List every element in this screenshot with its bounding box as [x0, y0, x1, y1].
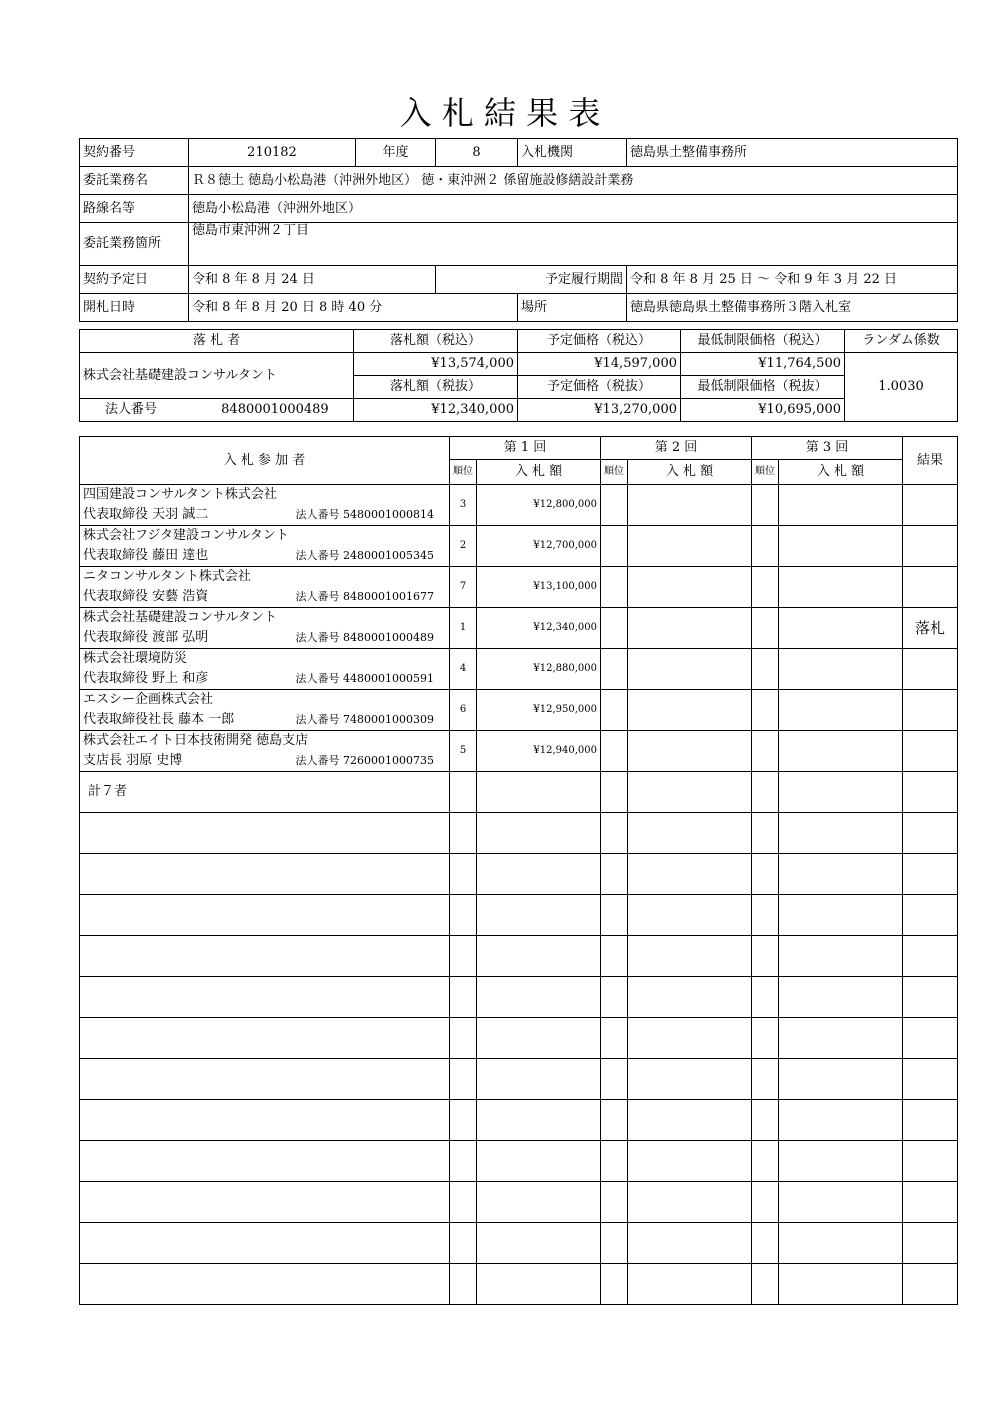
- empty-cell: [477, 1264, 601, 1305]
- round1-amount: ¥13,100,000: [477, 567, 601, 608]
- empty-cell: [477, 1223, 601, 1264]
- empty-cell: [477, 1059, 601, 1100]
- corp-no-label: 法人番号: [295, 590, 340, 603]
- min-excl-header: 最低制限価格（税抜）: [681, 376, 845, 399]
- amount-header: 入 札 額: [779, 460, 903, 485]
- round3-amount: [779, 526, 903, 567]
- empty-cell: [80, 1100, 450, 1141]
- contract-info-table: [79, 138, 958, 322]
- corp-no-label: 法人番号: [295, 754, 340, 767]
- agency: 徳島県土整備事務所: [627, 139, 958, 167]
- round2-rank: [601, 526, 628, 567]
- min-incl-header: 最低制限価格（税込）: [681, 330, 845, 353]
- winner-header: 落 札 者: [80, 330, 354, 353]
- participant-corp-no: 8480001000489: [343, 631, 434, 644]
- empty-cell: [601, 813, 628, 854]
- empty-cell: [477, 1100, 601, 1141]
- opening: 令和 8 年 8 月 20 日 8 時 40 分: [189, 294, 518, 322]
- location-label: 委託業務箇所: [80, 223, 189, 266]
- empty-cell: [450, 1059, 477, 1100]
- round1-rank: 2: [450, 526, 477, 567]
- result-cell: [903, 649, 958, 690]
- table-row: [80, 485, 958, 526]
- empty-cell: [628, 936, 752, 977]
- empty-cell: [903, 936, 958, 977]
- task-name: Ｒ８徳土 徳島小松島港（沖洲外地区） 徳・東沖洲２ 係留施設修繕設計業務: [189, 167, 958, 195]
- participant-corp: [296, 710, 434, 730]
- empty-cell: [477, 895, 601, 936]
- empty-cell: [80, 854, 450, 895]
- round2-amount: [628, 567, 752, 608]
- participant-corp-no: 8480001001677: [343, 590, 434, 603]
- empty-cell: [903, 1059, 958, 1100]
- empty-cell: [80, 1141, 450, 1182]
- rank-header: 順位: [752, 460, 779, 485]
- empty-cell: [628, 1223, 752, 1264]
- amount-incl-header: 落札額（税込）: [354, 330, 518, 353]
- empty-cell: [779, 1059, 903, 1100]
- result-cell: [903, 567, 958, 608]
- empty-cell: [450, 1100, 477, 1141]
- participant-rep: 支店長 羽原 史博: [83, 753, 183, 768]
- empty-cell: [903, 1141, 958, 1182]
- empty-cell: [601, 1059, 628, 1100]
- empty-cell: [601, 1264, 628, 1305]
- rank-header: 順位: [601, 460, 628, 485]
- result-cell: 落札: [903, 608, 958, 649]
- round1-header: 第 1 回: [450, 437, 601, 460]
- participant-cell: [80, 731, 450, 772]
- round3-amount: [779, 608, 903, 649]
- participant-company: 株式会社フジタ建設コンサルタント: [83, 528, 289, 543]
- participant-rep-row: [83, 751, 446, 771]
- participant-cell: [80, 608, 450, 649]
- empty-row: [80, 1018, 958, 1059]
- empty-cell: [477, 936, 601, 977]
- empty-row: [80, 1264, 958, 1305]
- empty-row: [80, 1141, 958, 1182]
- empty-cell: [477, 813, 601, 854]
- total-count: 計７者: [80, 772, 450, 813]
- participant-cell: [80, 485, 450, 526]
- participant-rep: 代表取締役 安藝 浩資: [83, 589, 209, 604]
- participants-header: 入 札 参 加 者: [80, 437, 450, 485]
- empty-cell: [903, 1264, 958, 1305]
- round2-header: 第 2 回: [601, 437, 752, 460]
- empty-row: [80, 977, 958, 1018]
- participant-rep: 代表取締役社長 藤本 一郎: [83, 712, 235, 727]
- empty-cell: [779, 936, 903, 977]
- empty-cell: [80, 936, 450, 977]
- place: 徳島県徳島県土整備事務所３階入札室: [627, 294, 958, 322]
- table-row: [80, 608, 958, 649]
- empty-cell: [779, 1223, 903, 1264]
- empty-cell: [601, 1018, 628, 1059]
- participant-company: 株式会社環境防災: [83, 651, 188, 666]
- participant-rep-row: [83, 628, 446, 648]
- empty-cell: [450, 1264, 477, 1305]
- empty-cell: [903, 854, 958, 895]
- round2-rank: [601, 608, 628, 649]
- participant-company: 四国建設コンサルタント株式会社: [83, 487, 277, 502]
- round2-amount: [628, 526, 752, 567]
- empty-cell: [628, 895, 752, 936]
- round1-amount: ¥12,950,000: [477, 690, 601, 731]
- participant-rep-row: [83, 669, 446, 689]
- result-cell: [903, 731, 958, 772]
- result-cell: [903, 526, 958, 567]
- amount-excl-header: 落札額（税抜）: [354, 376, 518, 399]
- empty-cell: [450, 895, 477, 936]
- result-cell: [903, 485, 958, 526]
- empty-cell: [450, 1182, 477, 1223]
- place-label: 場所: [518, 294, 627, 322]
- empty-cell: [779, 854, 903, 895]
- empty-cell: [903, 1100, 958, 1141]
- round1-rank: 5: [450, 731, 477, 772]
- round3-amount: [779, 731, 903, 772]
- empty-cell: [779, 977, 903, 1018]
- round3-rank: [752, 731, 779, 772]
- round1-rank: 1: [450, 608, 477, 649]
- empty-row: [80, 1100, 958, 1141]
- participant-rep-row: [83, 546, 446, 566]
- participant-corp-no: 5480001000814: [343, 508, 434, 521]
- round2-rank: [601, 649, 628, 690]
- empty-cell: [450, 1223, 477, 1264]
- empty-row: [80, 936, 958, 977]
- table-row: [80, 690, 958, 731]
- round1-amount: ¥12,880,000: [477, 649, 601, 690]
- empty-cell: [80, 1182, 450, 1223]
- empty-cell: [903, 1182, 958, 1223]
- planned-incl: ¥14,597,000: [518, 353, 681, 376]
- empty-cell: [752, 813, 779, 854]
- round3-rank: [752, 526, 779, 567]
- empty-cell: [601, 1182, 628, 1223]
- year: 8: [436, 139, 518, 167]
- empty-row: [80, 895, 958, 936]
- round2-rank: [601, 485, 628, 526]
- empty-cell: [80, 1059, 450, 1100]
- bid-rows: [80, 485, 958, 1305]
- empty-cell: [628, 1264, 752, 1305]
- empty-cell: [628, 1059, 752, 1100]
- empty-cell: [779, 1264, 903, 1305]
- participant-corp: [296, 505, 434, 525]
- empty-cell: [628, 1018, 752, 1059]
- opening-label: 開札日時: [80, 294, 189, 322]
- contract-no: 210182: [189, 139, 356, 167]
- participant-company: 株式会社エイト日本技術開発 徳島支店: [83, 733, 309, 748]
- empty-row: [80, 813, 958, 854]
- empty-cell: [477, 854, 601, 895]
- year-label: 年度: [356, 139, 436, 167]
- round3-header: 第 3 回: [752, 437, 903, 460]
- empty-cell: [779, 813, 903, 854]
- empty-cell: [601, 1141, 628, 1182]
- empty-cell: [752, 1059, 779, 1100]
- round2-amount: [628, 608, 752, 649]
- round2-rank: [601, 567, 628, 608]
- amount-incl: ¥13,574,000: [354, 353, 518, 376]
- empty-cell: [752, 1018, 779, 1059]
- winner-name: 株式会社基礎建設コンサルタント: [80, 353, 354, 399]
- empty-row: [80, 1182, 958, 1223]
- empty-cell: [752, 1100, 779, 1141]
- empty-cell: [450, 1141, 477, 1182]
- period-label: 予定履行期間: [436, 266, 627, 294]
- contract-no-label: 契約番号: [80, 139, 189, 167]
- empty-cell: [477, 1182, 601, 1223]
- participant-cell: [80, 690, 450, 731]
- contract-date: 令和 8 年 8 月 24 日: [189, 266, 436, 294]
- participant-cell: [80, 649, 450, 690]
- round1-rank: 6: [450, 690, 477, 731]
- result-cell: [903, 690, 958, 731]
- participant-rep-row: [83, 505, 446, 525]
- participant-corp: [296, 751, 434, 771]
- empty-cell: [477, 1018, 601, 1059]
- contract-date-label: 契約予定日: [80, 266, 189, 294]
- round1-amount: ¥12,340,000: [477, 608, 601, 649]
- min-excl: ¥10,695,000: [681, 399, 845, 422]
- min-incl: ¥11,764,500: [681, 353, 845, 376]
- empty-cell: [80, 813, 450, 854]
- round3-rank: [752, 485, 779, 526]
- empty-cell: [752, 1264, 779, 1305]
- corp-no-label: 法人番号: [295, 631, 340, 644]
- empty-cell: [779, 1018, 903, 1059]
- participant-corp-no: 7480001000309: [343, 713, 434, 726]
- winner-corp-no: 8480001000489: [221, 402, 329, 418]
- random-coefficient: 1.0030: [845, 353, 958, 422]
- empty-cell: [601, 977, 628, 1018]
- amount-header: 入 札 額: [628, 460, 752, 485]
- participant-corp-no: 2480001005345: [343, 549, 434, 562]
- page-title: 入 札 結 果 表: [399, 94, 601, 132]
- planned-incl-header: 予定価格（税込）: [518, 330, 681, 353]
- empty-cell: [80, 1018, 450, 1059]
- bids-table: [79, 436, 958, 1305]
- table-row: [80, 731, 958, 772]
- table-row: [80, 526, 958, 567]
- participant-corp-no: 7260001000735: [343, 754, 434, 767]
- empty-cell: [752, 936, 779, 977]
- round3-amount: [779, 567, 903, 608]
- period: 令和 8 年 8 月 25 日 ～ 令和 9 年 3 月 22 日: [627, 266, 958, 294]
- empty-cell: [450, 813, 477, 854]
- participant-rep: 代表取締役 野上 和彦: [83, 671, 209, 686]
- amount-excl: ¥12,340,000: [354, 399, 518, 422]
- empty-cell: [628, 813, 752, 854]
- round3-amount: [779, 690, 903, 731]
- award-table: [79, 329, 958, 422]
- empty-cell: [752, 1223, 779, 1264]
- round1-amount: ¥12,940,000: [477, 731, 601, 772]
- corp-no-label: 法人番号: [295, 672, 340, 685]
- empty-cell: [779, 1100, 903, 1141]
- corp-no-label: 法人番号: [295, 508, 340, 521]
- empty-cell: [628, 854, 752, 895]
- participant-company: エスシー企画株式会社: [83, 692, 214, 707]
- empty-cell: [779, 1141, 903, 1182]
- table-row: [80, 567, 958, 608]
- participant-corp: [296, 546, 434, 566]
- empty-cell: [601, 895, 628, 936]
- round3-rank: [752, 649, 779, 690]
- empty-cell: [752, 854, 779, 895]
- agency-label: 入札機関: [518, 139, 627, 167]
- empty-cell: [752, 1182, 779, 1223]
- empty-cell: [601, 1100, 628, 1141]
- participant-corp: [296, 669, 434, 689]
- location: 徳島市東沖洲２丁目: [189, 223, 958, 266]
- empty-cell: [752, 1141, 779, 1182]
- participant-company: ニタコンサルタント株式会社: [83, 569, 251, 584]
- round1-rank: 7: [450, 567, 477, 608]
- participant-rep: 代表取締役 天羽 誠二: [83, 507, 209, 522]
- result-header: 結果: [903, 437, 958, 485]
- route: 徳島小松島港（沖洲外地区）: [189, 195, 958, 223]
- participant-corp: [296, 587, 434, 607]
- planned-excl: ¥13,270,000: [518, 399, 681, 422]
- round1-amount: ¥12,700,000: [477, 526, 601, 567]
- random-header: ランダム係数: [845, 330, 958, 353]
- corp-no-label: 法人番号: [105, 402, 158, 418]
- round3-amount: [779, 485, 903, 526]
- round2-rank: [601, 690, 628, 731]
- empty-cell: [450, 977, 477, 1018]
- participant-rep-row: [83, 710, 446, 730]
- participant-corp: [296, 628, 434, 648]
- empty-cell: [80, 1223, 450, 1264]
- participant-rep-row: [83, 587, 446, 607]
- empty-cell: [903, 813, 958, 854]
- empty-cell: [477, 1141, 601, 1182]
- empty-cell: [903, 977, 958, 1018]
- round2-rank: [601, 731, 628, 772]
- round3-rank: [752, 690, 779, 731]
- empty-cell: [601, 1223, 628, 1264]
- empty-cell: [80, 977, 450, 1018]
- empty-row: [80, 1059, 958, 1100]
- round1-rank: 3: [450, 485, 477, 526]
- empty-cell: [752, 977, 779, 1018]
- empty-cell: [628, 1100, 752, 1141]
- participant-cell: [80, 567, 450, 608]
- round2-amount: [628, 731, 752, 772]
- participant-company: 株式会社基礎建設コンサルタント: [83, 610, 277, 625]
- empty-cell: [450, 936, 477, 977]
- round1-rank: 4: [450, 649, 477, 690]
- empty-cell: [903, 1223, 958, 1264]
- total-row: [80, 772, 958, 813]
- empty-cell: [779, 1182, 903, 1223]
- round3-rank: [752, 608, 779, 649]
- rank-header: 順位: [450, 460, 477, 485]
- empty-cell: [628, 1141, 752, 1182]
- empty-cell: [903, 1018, 958, 1059]
- round2-amount: [628, 485, 752, 526]
- empty-cell: [752, 895, 779, 936]
- empty-cell: [477, 977, 601, 1018]
- table-row: [80, 649, 958, 690]
- empty-cell: [779, 895, 903, 936]
- participant-rep: 代表取締役 渡部 弘明: [83, 630, 209, 645]
- participant-rep: 代表取締役 藤田 達也: [83, 548, 209, 563]
- empty-row: [80, 1223, 958, 1264]
- participant-corp-no: 4480001000591: [343, 672, 434, 685]
- planned-excl-header: 予定価格（税抜）: [518, 376, 681, 399]
- round1-amount: ¥12,800,000: [477, 485, 601, 526]
- empty-cell: [903, 895, 958, 936]
- empty-cell: [450, 1018, 477, 1059]
- corp-no-label: 法人番号: [295, 549, 340, 562]
- empty-cell: [601, 854, 628, 895]
- round3-rank: [752, 567, 779, 608]
- empty-cell: [628, 1182, 752, 1223]
- round3-amount: [779, 649, 903, 690]
- amount-header: 入 札 額: [477, 460, 601, 485]
- participant-cell: [80, 526, 450, 567]
- empty-cell: [628, 977, 752, 1018]
- empty-cell: [601, 936, 628, 977]
- winner-corp-cell: [80, 399, 354, 422]
- round2-amount: [628, 649, 752, 690]
- empty-row: [80, 854, 958, 895]
- round2-amount: [628, 690, 752, 731]
- corp-no-label: 法人番号: [295, 713, 340, 726]
- task-name-label: 委託業務名: [80, 167, 189, 195]
- empty-cell: [80, 1264, 450, 1305]
- empty-cell: [450, 854, 477, 895]
- empty-cell: [80, 895, 450, 936]
- route-label: 路線名等: [80, 195, 189, 223]
